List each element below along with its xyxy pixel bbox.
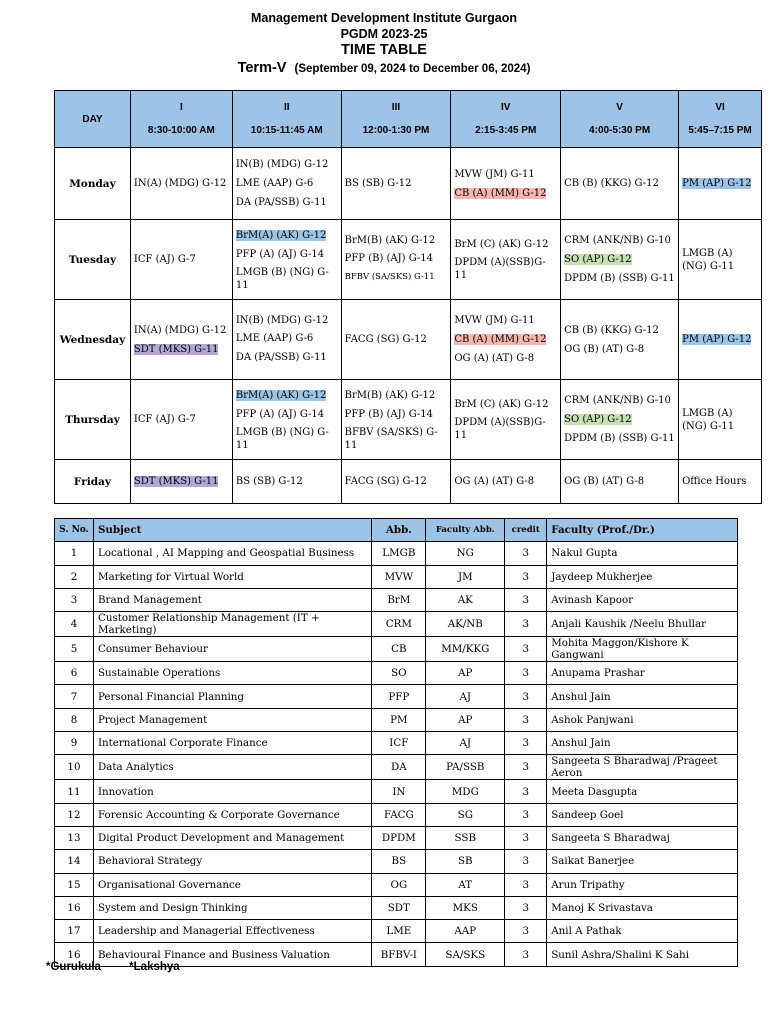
row-abb: ICF (372, 732, 426, 755)
class-entry: BrM(A) (AK) G-12 (235, 389, 327, 401)
class-entry: SDT (MKS) G-11 (133, 343, 219, 355)
row-subject: System and Design Thinking (93, 896, 371, 919)
row-abb: FACG (372, 803, 426, 826)
class-entry: BrM(A) (AK) G-12 (235, 229, 327, 241)
schedule-cell (451, 460, 561, 504)
term-label: Term-V (237, 60, 287, 76)
schedule-cell (679, 380, 762, 460)
class-entry: CRM (ANK/NB) G-10 (564, 395, 671, 406)
row-subject: Locational , AI Mapping and Geospatial Business (93, 542, 371, 565)
table-row (55, 637, 738, 662)
row-credit: 3 (505, 732, 547, 755)
class-entry: SO (AP) G-12 (564, 254, 632, 265)
row-faculty-abb: AT (426, 873, 505, 896)
row-faculty-abb: SSB (426, 826, 505, 849)
row-faculty-abb: NG (426, 542, 505, 565)
class-entry: PM (AP) G-12 (682, 178, 752, 189)
schedule-cell (561, 380, 679, 460)
schedule-cell (232, 220, 341, 300)
class-entry: SO (AP) G-12 (564, 414, 632, 425)
row-faculty-abb: SA/SKS (426, 943, 505, 966)
row-faculty: Anjali Kaushik /Neelu Bhullar (547, 612, 738, 637)
row-credit: 3 (505, 612, 547, 637)
class-entry: ICF (AJ) G-7 (133, 414, 196, 425)
table-row (55, 920, 738, 943)
row-faculty: Jaydeep Mukherjee (547, 565, 738, 588)
row-faculty: Mohita Maggon/Kishore K Gangwani (547, 637, 738, 662)
row-credit: 3 (505, 662, 547, 685)
row-sno: 9 (55, 732, 94, 755)
institute-name: Management Development Institute Gurgaon (250, 11, 517, 25)
period-time: 2:15-3:45 PM (475, 125, 537, 136)
class-entry: MVW (JM) G-11 (454, 315, 535, 326)
row-faculty: Manoj K Srivastava (547, 896, 738, 919)
row-abb: IN (372, 780, 426, 803)
timetable-row (55, 380, 762, 460)
row-sno: 16 (55, 943, 94, 966)
period-header (341, 91, 451, 148)
row-faculty: Meeta Dasgupta (547, 780, 738, 803)
row-subject: Behavioural Finance and Business Valuation (93, 943, 371, 966)
class-entry: DPDM (A)(SSB)G-11 (454, 417, 546, 441)
class-entry: DPDM (A)(SSB)G-11 (454, 257, 546, 281)
row-faculty-abb: AJ (426, 732, 505, 755)
row-sno: 4 (55, 612, 94, 637)
row-faculty: Avinash Kapoor (547, 588, 738, 611)
day-label: Friday (55, 460, 131, 504)
row-abb: SO (372, 662, 426, 685)
row-credit: 3 (505, 542, 547, 565)
row-subject: Organisational Governance (93, 873, 371, 896)
row-faculty-abb: MDG (426, 780, 505, 803)
day-label: Tuesday (55, 220, 131, 300)
class-entry: BrM(B) (AK) G-12 (344, 389, 436, 401)
row-credit: 3 (505, 896, 547, 919)
subject-header: Subject (93, 519, 371, 542)
schedule-cell (341, 300, 451, 380)
timetable-row (55, 220, 762, 300)
row-sno: 6 (55, 662, 94, 685)
row-faculty: Anshul Jain (547, 732, 738, 755)
table-row (55, 662, 738, 685)
schedule-cell (451, 148, 561, 220)
class-entry: CB (B) (KKG) G-12 (564, 178, 659, 189)
row-abb: BrM (372, 588, 426, 611)
schedule-cell (679, 148, 762, 220)
class-entry: LMGB (A) (NG) G-11 (682, 407, 735, 432)
schedule-cell (679, 460, 762, 504)
schedule-cell (130, 300, 232, 380)
table-row (55, 850, 738, 873)
footer-note: *Gurukula (46, 961, 101, 973)
period-time: 4:00-5:30 PM (589, 125, 651, 136)
class-entry: IN(A) (MDG) G-12 (133, 324, 227, 336)
schedule-cell (451, 220, 561, 300)
row-subject: Data Analytics (93, 755, 371, 780)
row-credit: 3 (505, 943, 547, 966)
class-entry: IN(B) (MDG) G-12 (235, 159, 329, 170)
table-row (55, 826, 738, 849)
row-credit: 3 (505, 588, 547, 611)
class-entry: DPDM (B) (SSB) G-11 (564, 433, 675, 444)
table-row (55, 565, 738, 588)
class-entry: CB (A) (MM) G-12 (454, 334, 547, 345)
schedule-cell (232, 300, 341, 380)
schedule-cell (341, 380, 451, 460)
row-faculty: Sandeep Goel (547, 803, 738, 826)
class-entry: BS (SB) G-12 (344, 178, 412, 189)
timetable (54, 90, 762, 504)
page-title: TIME TABLE (341, 42, 427, 58)
class-entry: IN(B) (MDG) G-12 (235, 315, 329, 326)
row-abb: BS (372, 850, 426, 873)
class-entry: DA (PA/SSB) G-11 (235, 352, 327, 363)
table-row (55, 896, 738, 919)
row-sno: 13 (55, 826, 94, 849)
schedule-cell (451, 300, 561, 380)
class-entry: CB (A) (MM) G-12 (454, 187, 547, 199)
period-header (130, 91, 232, 148)
row-faculty: Anupama Prashar (547, 662, 738, 685)
term-dates: (September 09, 2024 to December 06, 2024) (294, 63, 531, 75)
schedule-cell (130, 148, 232, 220)
schedule-cell (561, 220, 679, 300)
row-sno: 17 (55, 920, 94, 943)
row-faculty: Arun Tripathy (547, 873, 738, 896)
row-subject: Marketing for Virtual World (93, 565, 371, 588)
row-credit: 3 (505, 803, 547, 826)
period-time: 10:15-11:45 AM (250, 125, 323, 136)
class-entry: BFBV (SA/SKS) G-11 (344, 272, 435, 282)
sno-header: S. No. (55, 519, 94, 542)
period-number: V (616, 102, 623, 113)
row-subject: Forensic Accounting & Corporate Governance (93, 803, 371, 826)
schedule-cell (679, 220, 762, 300)
row-abb: DPDM (372, 826, 426, 849)
class-entry: PFP (A) (AJ) G-14 (235, 408, 325, 420)
period-number: I (179, 102, 183, 113)
row-faculty-abb: AP (426, 708, 505, 731)
row-subject: Consumer Behaviour (93, 637, 371, 662)
row-subject: Leadership and Managerial Effectiveness (93, 920, 371, 943)
class-entry: BrM (C) (AK) G-12 (454, 239, 549, 250)
table-row (55, 708, 738, 731)
subject-table (54, 518, 738, 967)
table-row (55, 873, 738, 896)
row-faculty-abb: SG (426, 803, 505, 826)
row-credit: 3 (505, 637, 547, 662)
table-row (55, 732, 738, 755)
program-name: PGDM 2023-25 (340, 27, 428, 41)
period-number: III (391, 102, 401, 113)
row-faculty-abb: AK (426, 588, 505, 611)
schedule-cell (341, 148, 451, 220)
table-row (55, 542, 738, 565)
credit-header: credit (505, 519, 547, 542)
schedule-cell (232, 460, 341, 504)
class-entry: LMGB (B) (NG) G-11 (235, 266, 329, 291)
schedule-cell (561, 460, 679, 504)
class-entry: ICF (AJ) G-7 (133, 254, 196, 265)
period-number: II (283, 102, 290, 113)
row-subject: Brand Management (93, 588, 371, 611)
class-entry: DA (PA/SSB) G-11 (235, 197, 327, 208)
row-sno: 12 (55, 803, 94, 826)
faculty-header: Faculty (Prof./Dr.) (547, 519, 738, 542)
row-credit: 3 (505, 826, 547, 849)
period-header (561, 91, 679, 148)
period-header (679, 91, 762, 148)
row-abb: BFBV-I (372, 943, 426, 966)
table-row (55, 612, 738, 637)
row-subject: Digital Product Development and Management (93, 826, 371, 849)
row-sno: 8 (55, 708, 94, 731)
class-entry: IN(A) (MDG) G-12 (133, 178, 227, 189)
class-entry: OG (B) (AT) G-8 (564, 343, 645, 355)
table-row (55, 755, 738, 780)
row-abb: SDT (372, 896, 426, 919)
class-entry: LMGB (B) (NG) G-11 (235, 426, 329, 451)
row-sno: 7 (55, 685, 94, 708)
period-header (232, 91, 341, 148)
timetable-row (55, 148, 762, 220)
row-faculty-abb: AAP (426, 920, 505, 943)
class-entry: FACG (SG) G-12 (344, 476, 427, 487)
row-faculty: Sangeeta S Bharadwaj /Prageet Aeron (547, 755, 738, 780)
subject-table-header-row (55, 519, 738, 542)
schedule-cell (130, 460, 232, 504)
period-time: 8:30-10:00 AM (147, 125, 215, 136)
schedule-cell (341, 460, 451, 504)
schedule-cell (130, 220, 232, 300)
row-faculty-abb: AP (426, 662, 505, 685)
row-faculty: Anshul Jain (547, 685, 738, 708)
row-abb: CRM (372, 612, 426, 637)
day-label: Thursday (55, 380, 131, 460)
row-sno: 3 (55, 588, 94, 611)
row-subject: Project Management (93, 708, 371, 731)
footer-note: *Lakshya (129, 961, 180, 973)
day-label: Monday (55, 148, 131, 220)
schedule-cell (232, 148, 341, 220)
faculty-abb-header: Faculty Abb. (426, 519, 505, 542)
period-time: 12:00-1:30 PM (362, 125, 430, 136)
row-faculty: Ashok Panjwani (547, 708, 738, 731)
class-entry: CB (B) (KKG) G-12 (564, 324, 659, 336)
class-entry: OG (A) (AT) G-8 (454, 476, 535, 487)
row-abb: CB (372, 637, 426, 662)
row-faculty-abb: AK/NB (426, 612, 505, 637)
row-faculty-abb: SB (426, 850, 505, 873)
day-label: Wednesday (55, 300, 131, 380)
row-subject: Behavioral Strategy (93, 850, 371, 873)
class-entry: BrM(B) (AK) G-12 (344, 235, 436, 246)
timetable-header-row (55, 91, 762, 148)
abb-header: Abb. (372, 519, 426, 542)
row-subject: Sustainable Operations (93, 662, 371, 685)
class-entry: MVW (JM) G-11 (454, 168, 535, 180)
class-entry: LME (AAP) G-6 (235, 178, 314, 189)
class-entry: PM (AP) G-12 (682, 334, 752, 345)
table-row (55, 780, 738, 803)
footer-notes (46, 961, 205, 973)
day-column-header: DAY (55, 91, 131, 148)
row-sno: 5 (55, 637, 94, 662)
row-faculty: Sunil Ashra/Shalini K Sahi (547, 943, 738, 966)
row-sno: 11 (55, 780, 94, 803)
class-entry: LMGB (A) (NG) G-11 (682, 247, 735, 272)
row-credit: 3 (505, 565, 547, 588)
row-faculty-abb: JM (426, 565, 505, 588)
row-abb: OG (372, 873, 426, 896)
row-sno: 1 (55, 542, 94, 565)
row-sno: 14 (55, 850, 94, 873)
period-time: 5:45–7:15 PM (688, 125, 752, 136)
row-credit: 3 (505, 685, 547, 708)
timetable-row (55, 460, 762, 504)
row-abb: MVW (372, 565, 426, 588)
period-header (451, 91, 561, 148)
row-abb: DA (372, 755, 426, 780)
row-abb: PM (372, 708, 426, 731)
schedule-cell (232, 380, 341, 460)
period-number: VI (715, 102, 725, 113)
class-entry: OG (A) (AT) G-8 (454, 353, 535, 364)
row-sno: 10 (55, 755, 94, 780)
row-credit: 3 (505, 708, 547, 731)
class-entry: BS (SB) G-12 (235, 476, 303, 487)
row-credit: 3 (505, 873, 547, 896)
row-subject: Personal Financial Planning (93, 685, 371, 708)
schedule-cell (341, 220, 451, 300)
class-entry: FACG (SG) G-12 (344, 334, 427, 345)
class-entry: OG (B) (AT) G-8 (564, 476, 645, 487)
class-entry: DPDM (B) (SSB) G-11 (564, 273, 675, 284)
row-faculty-abb: AJ (426, 685, 505, 708)
row-abb: LME (372, 920, 426, 943)
row-abb: LMGB (372, 542, 426, 565)
class-entry: BrM (C) (AK) G-12 (454, 399, 549, 410)
row-faculty-abb: PA/SSB (426, 755, 505, 780)
class-entry: BFBV (SA/SKS) G-11 (344, 426, 438, 451)
class-entry: PFP (A) (AJ) G-14 (235, 248, 325, 260)
row-faculty: Saikat Banerjee (547, 850, 738, 873)
row-faculty: Anil A Pathak (547, 920, 738, 943)
schedule-cell (679, 300, 762, 380)
row-abb: PFP (372, 685, 426, 708)
row-subject: Customer Relationship Management (IT + Marketing) (93, 612, 371, 637)
row-faculty-abb: MM/KKG (426, 637, 505, 662)
row-sno: 16 (55, 896, 94, 919)
row-sno: 15 (55, 873, 94, 896)
schedule-cell (130, 380, 232, 460)
schedule-cell (561, 148, 679, 220)
schedule-cell (561, 300, 679, 380)
row-credit: 3 (505, 780, 547, 803)
row-credit: 3 (505, 920, 547, 943)
row-credit: 3 (505, 755, 547, 780)
row-credit: 3 (505, 850, 547, 873)
row-subject: International Corporate Finance (93, 732, 371, 755)
row-faculty: Sangeeta S Bharadwaj (547, 826, 738, 849)
row-subject: Innovation (93, 780, 371, 803)
period-number: IV (501, 102, 511, 113)
class-entry: SDT (MKS) G-11 (133, 476, 219, 487)
class-entry: CRM (ANK/NB) G-10 (564, 235, 671, 246)
row-sno: 2 (55, 565, 94, 588)
class-entry: Office Hours (682, 476, 747, 487)
table-row (55, 685, 738, 708)
row-faculty: Nakul Gupta (547, 542, 738, 565)
timetable-row (55, 300, 762, 380)
class-entry: PFP (B) (AJ) G-14 (344, 253, 434, 264)
row-faculty-abb: MKS (426, 896, 505, 919)
table-row (55, 803, 738, 826)
table-row (55, 588, 738, 611)
term-heading (0, 60, 768, 76)
class-entry: PFP (B) (AJ) G-14 (344, 408, 434, 420)
schedule-cell (451, 380, 561, 460)
class-entry: LME (AAP) G-6 (235, 333, 314, 344)
